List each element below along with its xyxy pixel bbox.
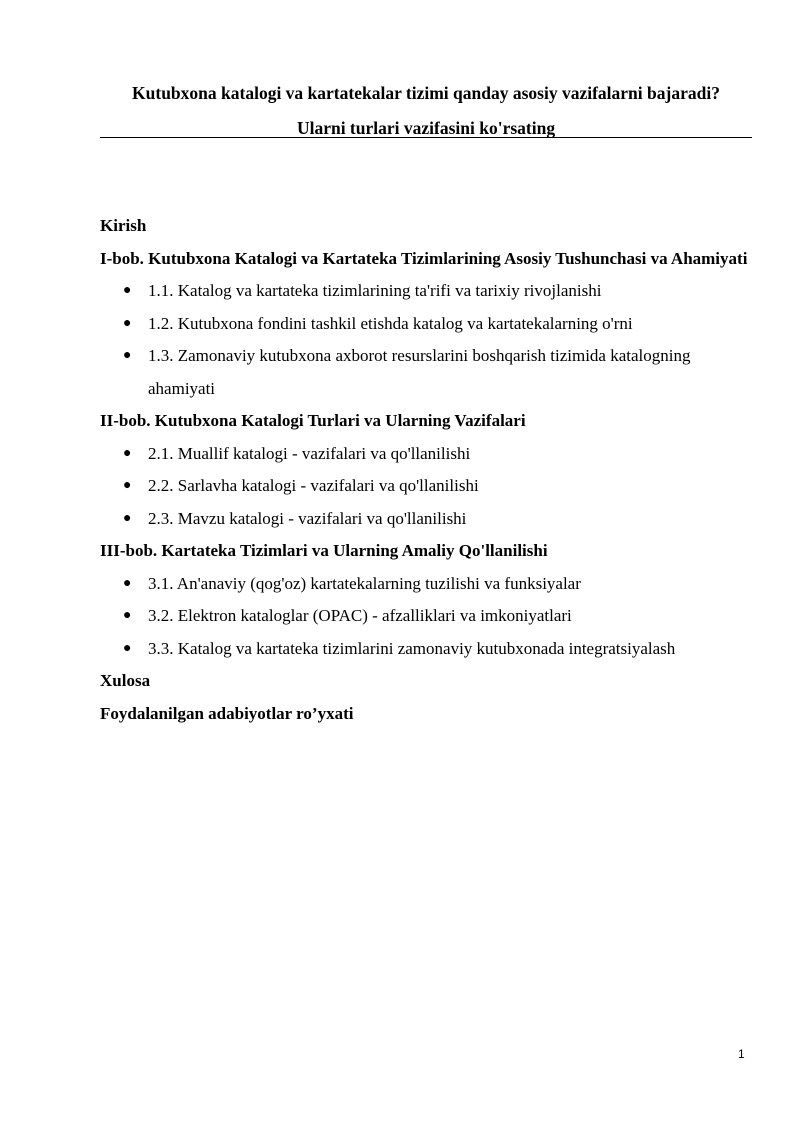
list-item-text: 3.3. Katalog va kartateka tizimlarini zamonaviy kutubxonada integratsiyalash [148,638,676,658]
list-item [100,568,752,601]
chapter-1-heading: I-bob. Kutubxona Katalogi va Kartateka Tizimlarining Asosiy Tushunchasi va Ahamiyati [100,248,748,268]
bullet-icon: ● [123,445,132,461]
list-item-text: 1.2. Kutubxona fondini tashkil etishda katalog va kartatekalarning o'rni [148,313,633,333]
list-item [100,633,752,666]
bullet-icon: ● [123,283,132,298]
title-divider [100,137,752,138]
bullet-icon: ● [123,640,132,656]
table-of-contents [100,210,752,730]
bullet-icon: ● [123,315,132,331]
list-item [100,600,752,633]
bullet-icon: ● [123,478,132,493]
bullet-icon: ● [123,510,132,526]
list-item-text: 2.3. Mavzu katalogi - vazifalari va qo'llanilishi [148,508,467,528]
chapter-3-heading: III-bob. Kartateka Tizimlari va Ularning Amaliy Qo'llanilishi [100,541,548,560]
title-line-2: Ularni turlari vazifasini ko'rsating [296,118,556,138]
list-item-text: 3.2. Elektron kataloglar (OPAC) - afzalliklari va imkoniyatlari [148,606,572,625]
document-title [100,76,752,146]
chapter-1-items [100,275,752,405]
list-item-text: 1.3. Zamonaviy kutubxona axborot resurslarini boshqarish tizimida katalogning ahamiyati [148,346,691,398]
list-item [100,470,752,503]
bullet-icon: ● [123,348,132,363]
chapter-2-heading: II-bob. Kutubxona Katalogi Turlari va Ularning Vazifalari [100,411,526,430]
toc-intro: Kirish [100,216,147,235]
list-item-text: 2.1. Muallif katalogi - vazifalari va qo'llanilishi [148,443,471,463]
list-item [100,503,752,536]
toc-conclusion: Xulosa [100,671,151,690]
list-item-text: 3.1. An'anaviy (qog'oz) kartatekalarning tuzilishi va funksiyalar [148,573,581,593]
list-item-text: 2.2. Sarlavha katalogi - vazifalari va qo'llanilishi [148,476,479,495]
list-item [100,438,752,471]
list-item [100,340,752,405]
list-item [100,308,752,341]
list-item-text: 1.1. Katalog va kartateka tizimlarining ta'rifi va tarixiy rivojlanishi [148,281,602,300]
page-number: 1 [738,1047,745,1061]
bullet-icon: ● [123,608,132,623]
list-item [100,275,752,308]
title-line-1: Kutubxona katalogi va kartatekalar tizimi qanday asosiy vazifalarni bajaradi? [132,83,720,103]
chapter-3-items [100,568,752,666]
toc-references: Foydalanilgan adabiyotlar ro’yxati [100,703,354,723]
bullet-icon: ● [123,575,132,591]
chapter-2-items [100,438,752,536]
